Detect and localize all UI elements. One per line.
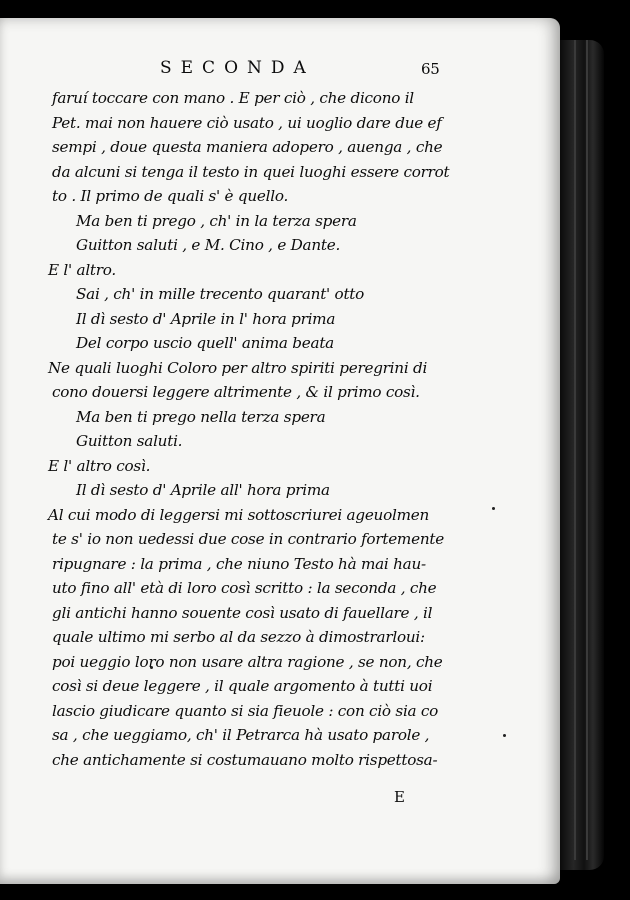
ink-speck (492, 507, 495, 510)
text-line: da alcuni si tenga il testo in quei luoghi essere corrot (52, 162, 450, 181)
text-line: poi ueggio loro non usare altra ragione , se non, che (52, 652, 443, 671)
page-number: 65 (421, 60, 440, 78)
text-line: to . Il primo de quali s' è quello. (52, 187, 289, 205)
page-text-block (48, 56, 472, 772)
text-line: che antichamente si costumauano molto rispettosa- (52, 750, 438, 769)
page-edge-line (586, 40, 588, 860)
catchword: E (394, 788, 405, 806)
verse-line: Del corpo uscio quell' anima beata (76, 334, 334, 352)
verse-line: Ma ben ti prego nella terza spera (76, 407, 326, 426)
text-line: gli antichi hanno souente così usato di fauellare , il (52, 603, 433, 622)
verse-line: Sai , ch' in mille trecento quarant' otto (76, 285, 365, 303)
text-line: cono douersi leggere altrimente , & il primo così. (52, 383, 420, 401)
text-line: te s' io non uedessi due cose in contrario fortemente (52, 530, 444, 548)
verse-line: Guitton saluti , e M. Cino , e Dante. (76, 236, 341, 254)
text-line: sempi , doue questa maniera adopero , auenga , che (52, 138, 443, 156)
text-line: faruí toccare con mano . E per ciò , che dicono il (52, 89, 414, 107)
text-line: quale ultimo mi serbo al da sezzo à dimostrarloui: (52, 628, 425, 646)
text-line: ripugnare : la prima , che niuno Testo hà mai hau- (52, 554, 426, 573)
text-line: Al cui modo di leggersi mi sottoscriurei ageuolmen (48, 505, 430, 524)
book-fore-edge (560, 40, 604, 870)
text-line: così si deue leggere , il quale argomento à tutti uoi (52, 677, 433, 695)
verse-line: Ma ben ti prego , ch' in la terza spera (76, 211, 357, 230)
verse-line: Il dì sesto d' Aprile in l' hora prima (76, 309, 336, 328)
text-line: Ne quali luoghi Coloro per altro spiriti peregrini di (48, 358, 428, 377)
text-line: Pet. mai non hauere ciò usato , ui uoglio dare due ef (52, 113, 442, 132)
text-line: E l' altro. (48, 260, 117, 279)
running-head: SECONDA (160, 58, 315, 78)
text-line: uto fino all' età di loro così scritto : la seconda , che (52, 579, 437, 597)
text-lines (48, 86, 472, 772)
verse-line: Il dì sesto d' Aprile all' hora prima (76, 481, 330, 499)
ink-speck (503, 734, 506, 737)
text-line: sa , che ueggiamo, ch' il Petrarca hà usato parole , (52, 726, 430, 744)
text-line: lascio giudicare quanto si sia fieuole : con ciò sia co (52, 701, 439, 720)
page-edge-line (574, 40, 576, 860)
text-line: E l' altro così. (48, 456, 151, 475)
page-header (52, 56, 472, 86)
verse-line: Guitton saluti. (76, 432, 183, 450)
